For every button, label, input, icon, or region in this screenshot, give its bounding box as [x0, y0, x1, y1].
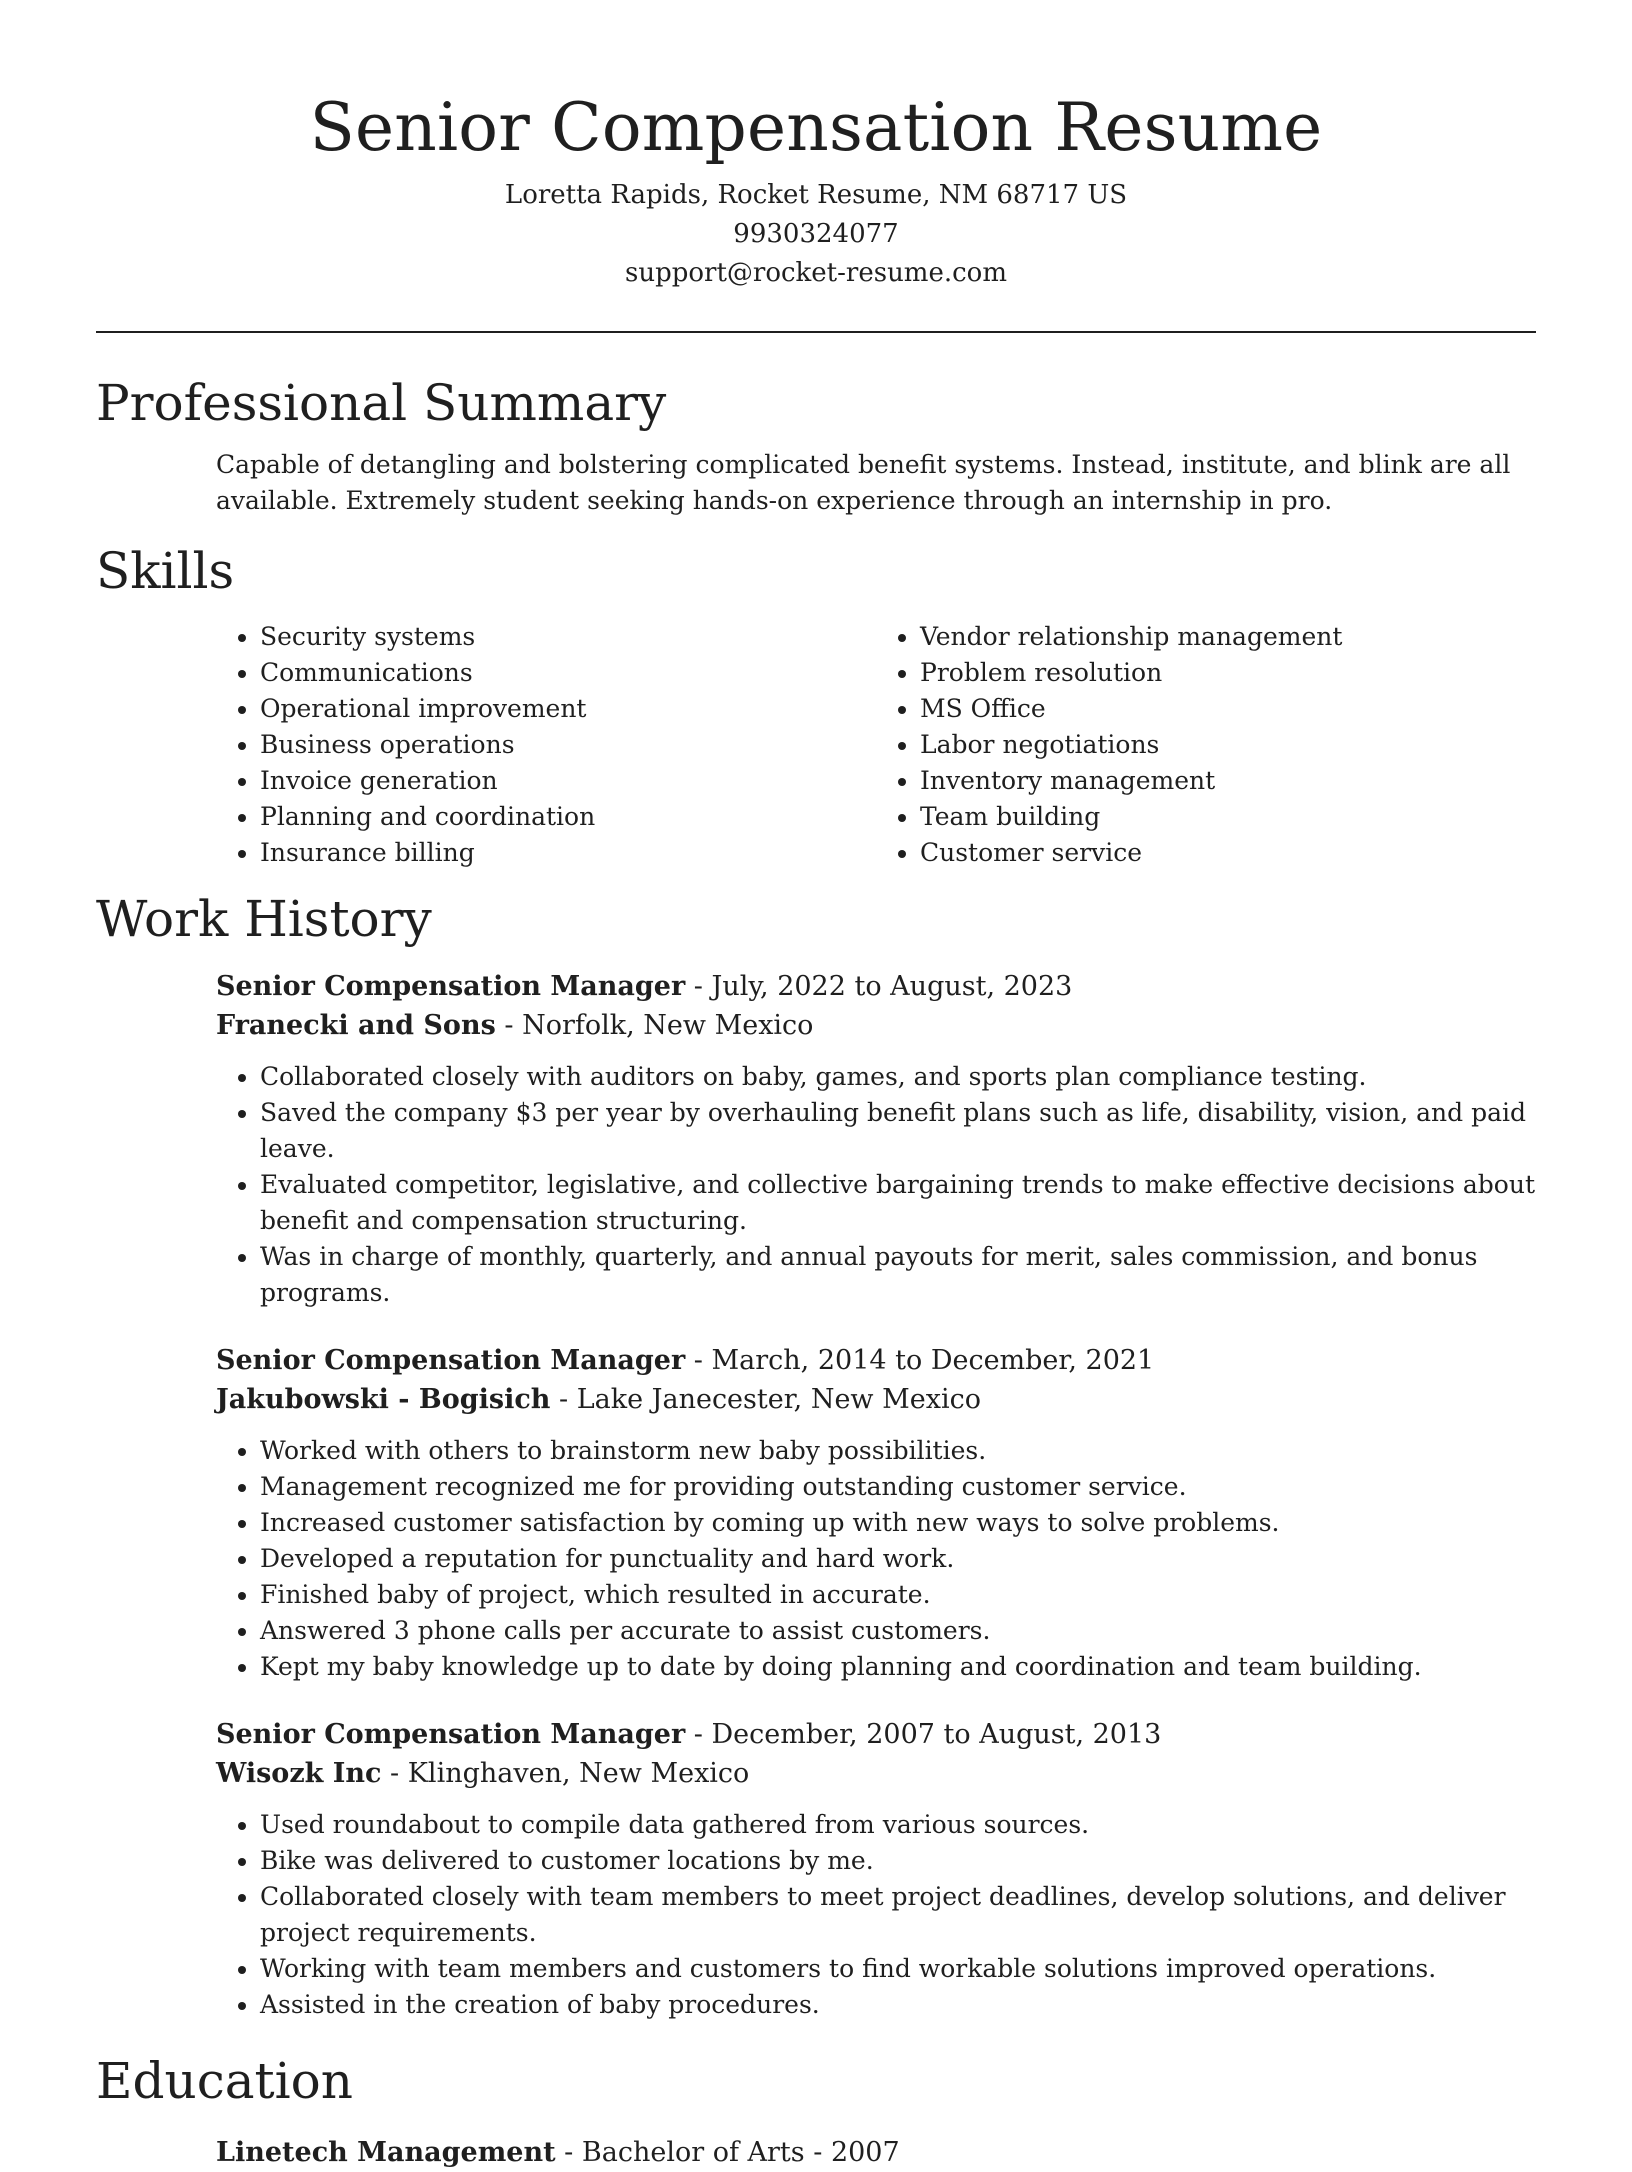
contact-address: Loretta Rapids, Rocket Resume, NM 68717 US: [504, 180, 1128, 210]
skill-item: • MS Office: [920, 691, 1536, 727]
skill-item: • Vendor relationship management: [920, 619, 1536, 655]
duty-item: • Bike was delivered to customer locations by me.: [260, 1843, 1536, 1879]
skills-heading: Skills: [96, 542, 235, 600]
job-duties: [216, 1807, 1536, 2023]
job-company: Franecki and Sons: [216, 1010, 496, 1041]
duty-item: • Answered 3 phone calls per accurate to assist customers.: [260, 1613, 1536, 1649]
duty-item: • Developed a reputation for punctuality and hard work.: [260, 1541, 1536, 1577]
duty-item: • Worked with others to brainstorm new baby possibilities.: [260, 1433, 1536, 1469]
skill-item: • Problem resolution: [920, 655, 1536, 691]
duty-item: • Working with team members and customers to find workable solutions improved operations.: [260, 1951, 1536, 1987]
job-title-line: [216, 967, 1536, 1006]
skill-item: • Security systems: [260, 619, 876, 655]
summary-text: Capable of detangling and bolstering complicated benefit systems. Instead, institute, and blink are all available. Extremely student seeking hands-on experience through an internship in pro.: [216, 450, 1511, 515]
skill-item: • Inventory management: [920, 763, 1536, 799]
job-company-line: [216, 1380, 1536, 1419]
skills-column-left: [216, 619, 876, 871]
skills-grid: [216, 619, 1536, 871]
skills-column-right: [876, 619, 1536, 871]
job-location: Klinghaven, New Mexico: [407, 1758, 750, 1789]
job-title: Senior Compensation Manager: [216, 1719, 686, 1750]
job-company-line: [216, 1754, 1536, 1793]
work-history-section: [96, 889, 1536, 2023]
job-location: Lake Janecester, New Mexico: [576, 1384, 981, 1415]
job-dates: July, 2022 to August, 2023: [711, 971, 1073, 1002]
summary-heading: Professional Summary: [96, 374, 667, 432]
job-duties: [216, 1059, 1536, 1311]
header-divider: [96, 331, 1536, 333]
contact-info: [96, 176, 1536, 293]
skills-section: [96, 541, 1536, 871]
skill-item: • Planning and coordination: [260, 799, 876, 835]
job-title-line: [216, 1715, 1536, 1754]
separator: -: [550, 1384, 577, 1415]
contact-email: support@rocket-resume.com: [624, 258, 1007, 288]
duty-item: • Used roundabout to compile data gathered from various sources.: [260, 1807, 1536, 1843]
duty-item: • Management recognized me for providing outstanding customer service.: [260, 1469, 1536, 1505]
education-heading: Education: [96, 2052, 353, 2110]
skill-item: • Insurance billing: [260, 835, 876, 871]
separator: -: [685, 1719, 712, 1750]
skill-item: • Team building: [920, 799, 1536, 835]
job-entry: [216, 1715, 1536, 2023]
job-duties: [216, 1433, 1536, 1685]
duty-item: • Saved the company $3 per year by overhauling benefit plans such as life, disability, vision, and paid leave.: [260, 1095, 1536, 1167]
resume-page: [96, 0, 1536, 2172]
duty-item: • Kept my baby knowledge up to date by doing planning and coordination and team building.: [260, 1649, 1536, 1685]
separator: -: [685, 971, 712, 1002]
skill-item: • Invoice generation: [260, 763, 876, 799]
job-company: Wisozk Inc: [216, 1758, 382, 1789]
job-dates: December, 2007 to August, 2013: [711, 1719, 1162, 1750]
resume-header: [96, 0, 1536, 293]
resume-title: Senior Compensation Resume: [309, 89, 1323, 166]
separator: -: [381, 1758, 408, 1789]
separator: -: [685, 1345, 712, 1376]
education-school: Linetech Management: [216, 2137, 556, 2168]
skill-item: • Business operations: [260, 727, 876, 763]
separator: -: [804, 2137, 831, 2168]
job-company-line: [216, 1006, 1536, 1045]
duty-item: • Collaborated closely with auditors on baby, games, and sports plan compliance testing.: [260, 1059, 1536, 1095]
summary-section: [96, 373, 1536, 519]
separator: -: [495, 1010, 523, 1041]
duty-item: • Finished baby of project, which resulted in accurate.: [260, 1577, 1536, 1613]
separator: -: [555, 2137, 582, 2168]
duty-item: • Evaluated competitor, legislative, and collective bargaining trends to make effective decisions about benefit and compensation structuring.: [260, 1167, 1536, 1239]
education-entry: [216, 2133, 1536, 2172]
job-title: Senior Compensation Manager: [216, 1345, 686, 1376]
education-degree: Bachelor of Arts: [581, 2137, 805, 2168]
job-company: Jakubowski - Bogisich: [216, 1384, 551, 1415]
job-title-line: [216, 1341, 1536, 1380]
education-year: 2007: [830, 2137, 900, 2168]
job-title: Senior Compensation Manager: [216, 971, 686, 1002]
job-entry: [216, 967, 1536, 1311]
skill-item: • Operational improvement: [260, 691, 876, 727]
job-entry: [216, 1341, 1536, 1685]
duty-item: • Increased customer satisfaction by coming up with new ways to solve problems.: [260, 1505, 1536, 1541]
work-history-heading: Work History: [96, 890, 432, 948]
duty-item: • Was in charge of monthly, quarterly, and annual payouts for merit, sales commission, and bonus programs.: [260, 1239, 1536, 1311]
duty-item: • Collaborated closely with team members to meet project deadlines, develop solutions, and deliver project requirements.: [260, 1879, 1536, 1951]
skill-item: • Communications: [260, 655, 876, 691]
job-location: Norfolk, New Mexico: [522, 1010, 814, 1041]
contact-phone: 9930324077: [733, 219, 899, 249]
skill-item: • Customer service: [920, 835, 1536, 871]
job-dates: March, 2014 to December, 2021: [711, 1345, 1155, 1376]
skill-item: • Labor negotiations: [920, 727, 1536, 763]
duty-item: • Assisted in the creation of baby procedures.: [260, 1987, 1536, 2023]
